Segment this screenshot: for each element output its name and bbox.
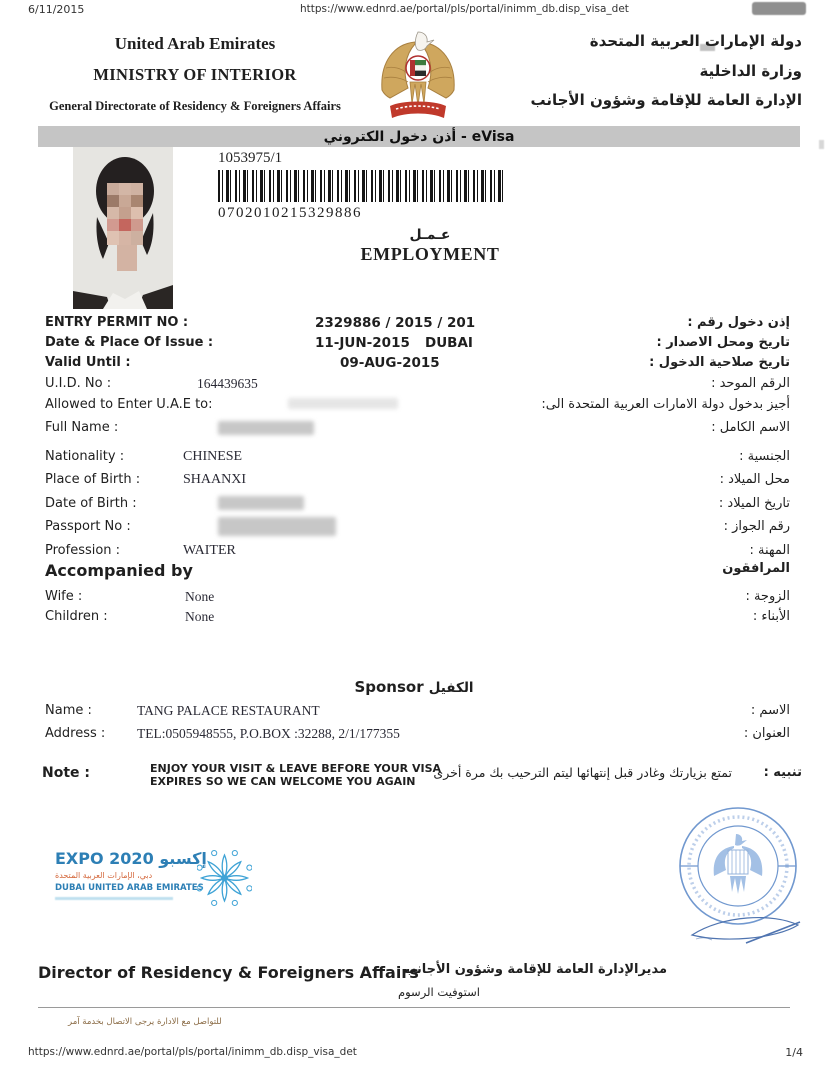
directorate-name-ar: الإدارة العامة للإقامة وشؤون الأجانب — [530, 91, 802, 109]
note-line-1: ENJOY YOUR VISIT & LEAVE BEFORE YOUR VISA — [150, 762, 442, 775]
evisa-title: أذن دخول الكتروني - eVisa — [323, 129, 515, 145]
field-value: 2329886 / 2015 / 201 — [315, 315, 476, 331]
field-label-ar: تاريخ صلاحية الدخول : — [649, 355, 790, 370]
field-label-en: Nationality : — [45, 449, 125, 464]
field-row-profession — [45, 543, 790, 560]
visa-type-english: EMPLOYMENT — [360, 244, 500, 264]
field-label-en: Date & Place Of Issue : — [45, 335, 214, 350]
field-label-ar: محل الميلاد : — [719, 472, 790, 487]
letterhead-english — [40, 34, 350, 114]
expo-fineprint — [55, 897, 173, 900]
field-label-en: Name : — [45, 703, 92, 718]
expo-title: EXPO 2020 إكسبو — [55, 849, 207, 868]
field-label-ar: تاريخ الميلاد : — [718, 496, 790, 511]
expo-subtitle-en: DUBAI UNITED ARAB EMIRATES — [55, 883, 204, 893]
field-label-en: Full Name : — [45, 420, 119, 435]
field-label-en: ENTRY PERMIT NO : — [45, 315, 189, 330]
sponsor-title-ar: الكفيل — [428, 680, 474, 696]
field-label-ar: الاسم الكامل : — [711, 420, 790, 435]
accompanied-section-title — [45, 561, 790, 578]
field-row-wife — [45, 589, 790, 606]
scan-smudge — [819, 140, 824, 149]
field-label-en: Passport No : — [45, 519, 131, 534]
redacted-value — [218, 517, 336, 536]
field-value: None — [185, 609, 215, 624]
field-label-en: Allowed to Enter U.A.E to: — [45, 397, 213, 412]
field-row-allowed-to — [45, 397, 790, 414]
field-label-ar: العنوان : — [743, 726, 790, 741]
redacted-value — [218, 496, 304, 510]
field-row-children — [45, 609, 790, 626]
field-row-nationality — [45, 449, 790, 466]
note-label-en: Note : — [42, 765, 90, 781]
letterhead-arabic — [517, 32, 802, 109]
print-footer-url: https://www.ednrd.ae/portal/pls/portal/inimm_db.disp_visa_det — [28, 1046, 357, 1058]
field-row-entry-permit — [45, 315, 790, 332]
field-value-2: DUBAI — [425, 335, 473, 351]
field-value: 11-JUN-2015 — [315, 335, 410, 351]
fees-collected-ar: استوفيت الرسوم — [398, 985, 480, 999]
directorate-name-en: General Directorate of Residency & Foreigners Affairs — [49, 99, 341, 113]
permit-serial-number: 1053975/1 — [218, 150, 283, 166]
field-row-place-of-birth — [45, 472, 790, 489]
field-label-ar: تاريخ ومحل الاصدار : — [656, 335, 790, 350]
expo-2020-logo — [55, 849, 207, 900]
field-label-ar: المهنة : — [749, 543, 790, 558]
signature-icon — [688, 913, 806, 955]
redacted-value — [288, 398, 398, 409]
print-date: 6/11/2015 — [28, 3, 85, 16]
applicant-photo — [73, 147, 173, 309]
field-row-date-of-birth — [45, 496, 790, 513]
field-label-en: Address : — [45, 726, 106, 741]
field-row-uid — [45, 376, 790, 393]
field-label-en: U.I.D. No : — [45, 376, 112, 391]
note-text-en — [150, 763, 441, 788]
accompanied-title-en: Accompanied by — [45, 561, 193, 580]
field-label-en: Date of Birth : — [45, 496, 137, 511]
field-value: 164439635 — [197, 376, 258, 391]
ministry-name-ar: وزارة الداخلية — [699, 62, 802, 80]
print-url: https://www.ednrd.ae/portal/pls/portal/inimm_db.disp_visa_det — [300, 3, 629, 15]
director-title-ar: مديرالإدارة العامة للإقامة وشؤون الأجانب — [403, 962, 667, 977]
contact-note-ar: للتواصل مع الادارة يرجى الاتصال بخدمة آمر — [68, 1017, 222, 1027]
note-label-ar: تنبيه : — [763, 765, 802, 780]
uae-falcon-emblem-icon — [372, 28, 464, 128]
field-row-full-name — [45, 420, 790, 437]
field-label-ar: الرقم الموحد : — [711, 376, 790, 391]
field-value: CHINESE — [183, 449, 243, 464]
sponsor-title-en: Sponsor — [354, 678, 424, 696]
sponsor-section-title — [38, 677, 800, 696]
field-label-ar: إذن دخول رقم : — [687, 315, 790, 330]
field-label-en: Valid Until : — [45, 355, 131, 370]
redacted-value — [218, 421, 314, 435]
field-row-issue — [45, 335, 790, 352]
field-row-sponsor-address — [45, 726, 790, 743]
country-name-ar: دولة الإمارات العربية المتحدة — [589, 32, 802, 50]
field-label-ar: الجنسية : — [739, 449, 790, 464]
field-value: 09-AUG-2015 — [340, 355, 440, 371]
country-name-en: United Arab Emirates — [114, 34, 276, 53]
field-value: TEL:0505948555, P.O.BOX :32288, 2/1/177355 — [137, 726, 400, 741]
note-line-2: EXPIRES SO WE CAN WELCOME YOU AGAIN — [150, 774, 416, 788]
field-label-ar: أجيز بدخول دولة الامارات العربية المتحدة الى: — [541, 397, 790, 412]
field-label-ar: رقم الجواز : — [723, 519, 790, 534]
page-number: 1/4 — [785, 1046, 803, 1059]
expo-mandala-icon — [197, 847, 252, 913]
accompanied-title-ar: المرافقون — [722, 561, 790, 576]
field-label-ar: الاسم : — [750, 703, 790, 718]
field-row-passport-no — [45, 519, 790, 536]
field-label-ar: الأبناء : — [752, 609, 790, 624]
field-label-en: Wife : — [45, 589, 83, 604]
note-text-ar: تمتع بزيارتك وغادر قبل إنتهائها ليتم الترحيب بك مرة أخرى — [433, 765, 732, 780]
field-value: SHAANXI — [183, 472, 246, 487]
evisa-title-banner — [38, 126, 800, 147]
director-title-en: Director of Residency & Foreigners Affairs — [38, 963, 419, 982]
visa-type-arabic: عـمـل — [409, 227, 451, 243]
barcode-number: 0702010215329886 — [218, 205, 362, 221]
field-label-en: Profession : — [45, 543, 121, 558]
barcode-icon — [218, 170, 503, 202]
field-label-ar: الزوجة : — [745, 589, 790, 604]
field-value: TANG PALACE RESTAURANT — [137, 703, 320, 718]
ministry-name-en: MINISTRY OF INTERIOR — [93, 65, 297, 84]
field-label-en: Children : — [45, 609, 108, 624]
field-label-en: Place of Birth : — [45, 472, 141, 487]
field-row-sponsor-name — [45, 703, 790, 720]
field-value: None — [185, 589, 215, 604]
footer-divider — [38, 1007, 790, 1008]
expo-subtitle-ar: دبي، الإمارات العربية المتحدة — [55, 871, 153, 880]
field-value: WAITER — [183, 543, 236, 558]
field-row-valid-until — [45, 355, 790, 372]
scan-smudge — [752, 2, 806, 15]
